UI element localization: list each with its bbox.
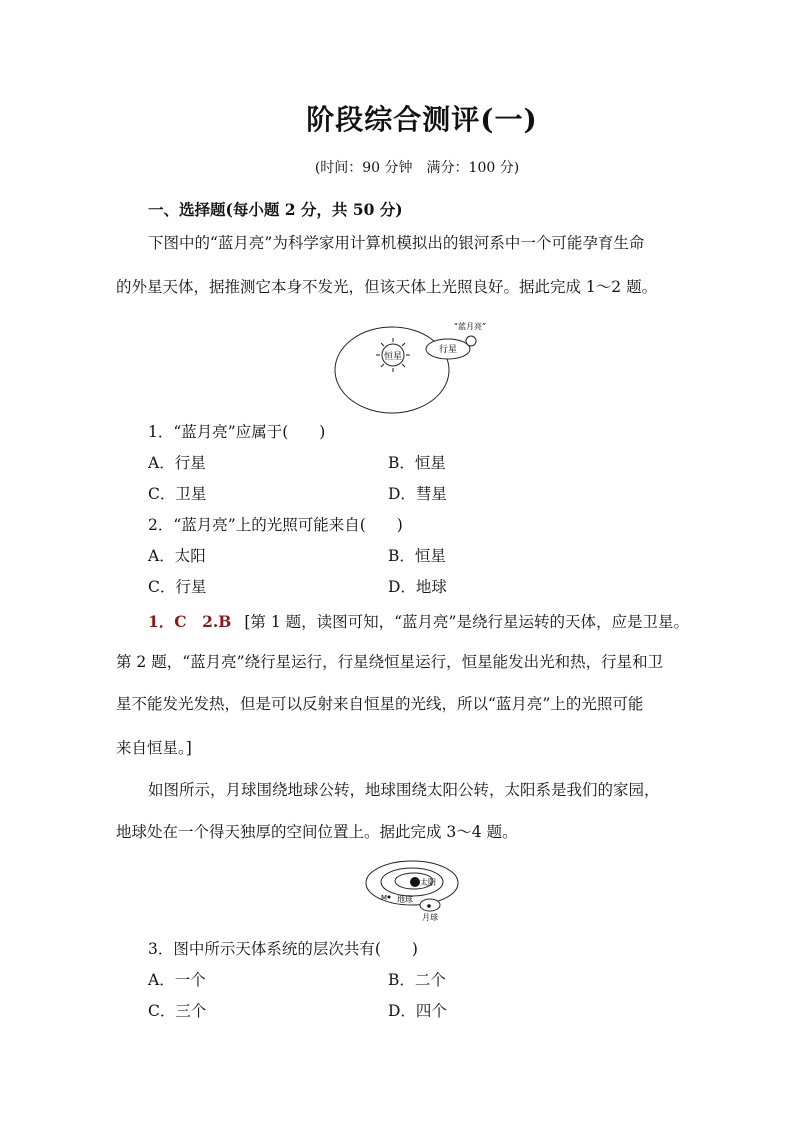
moon-label: 月球: [422, 913, 438, 922]
answer-line1: [第 1 题，读图可知，“蓝月亮”是绕行星运转的天体，应是卫星。: [244, 613, 689, 631]
answer-block-1: [148, 610, 689, 632]
sun-icon: [410, 877, 420, 887]
answer-label: 1．C 2.B: [148, 612, 232, 631]
earth-label: 地球: [397, 895, 413, 904]
q3-stem: 3．图中所示天体系统的层次共有( ): [148, 940, 418, 958]
answer-line4: 来自恒星。]: [116, 739, 192, 757]
exam-info: (时间：90 分钟 满分：100 分): [314, 160, 520, 176]
point-m-icon: [388, 896, 391, 899]
section-heading: 一、选择题(每小题 2 分，共 50 分): [148, 200, 403, 219]
intro1-line1: 下图中的“蓝月亮”为科学家用计算机模拟出的银河系中一个可能孕育生命: [148, 234, 645, 252]
q1-stem: 1．“蓝月亮”应属于( ): [148, 423, 326, 441]
q2-option-c: C．行星: [148, 578, 207, 596]
q1-option-a: A．行星: [148, 454, 206, 472]
q3-option-b: B．二个: [388, 971, 446, 989]
q1-option-d: D．彗星: [388, 485, 447, 503]
answer-line2: 第 2 题，“蓝月亮”绕行星运行，行星绕恒星运行，恒星能发出光和热，行星和卫: [116, 653, 664, 671]
star-label: 恒星: [383, 352, 403, 362]
figure-star-planet-moon: [330, 318, 500, 418]
page-title: 阶段综合测评(一): [306, 103, 538, 136]
q1-option-c: C．卫星: [148, 485, 207, 503]
q2-stem: 2．“蓝月亮”上的光照可能来自( ): [148, 516, 403, 534]
intro2-line1: 如图所示，月球围绕地球公转，地球围绕太阳公转，太阳系是我们的家园，: [148, 781, 660, 799]
q1-option-b: B．恒星: [388, 454, 446, 472]
q3-option-d: D．四个: [388, 1002, 447, 1020]
q3-option-c: C．三个: [148, 1002, 207, 1020]
point-m-label: M: [381, 894, 388, 902]
figure-sun-earth-moon: [362, 856, 472, 926]
q3-option-a: A．一个: [148, 971, 206, 989]
sun-label: 太阳: [420, 878, 436, 887]
moon-label: “蓝月亮”: [453, 322, 487, 331]
planet-label: 行星: [438, 345, 458, 355]
intro2-line2: 地球处在一个得天独厚的空间位置上。据此完成 3～4 题。: [116, 823, 518, 841]
earth-icon: [427, 904, 431, 908]
q2-option-d: D．地球: [388, 578, 447, 596]
q2-option-a: A．太阳: [148, 547, 206, 565]
q2-option-b: B．恒星: [388, 547, 446, 565]
intro1-line2: 的外星天体，据推测它本身不发光，但该天体上光照良好。据此完成 1～2 题。: [116, 278, 658, 296]
moon-icon: [466, 336, 476, 346]
answer-line3: 星不能发光发热，但是可以反射来自恒星的光线，所以“蓝月亮”上的光照可能: [116, 695, 644, 713]
